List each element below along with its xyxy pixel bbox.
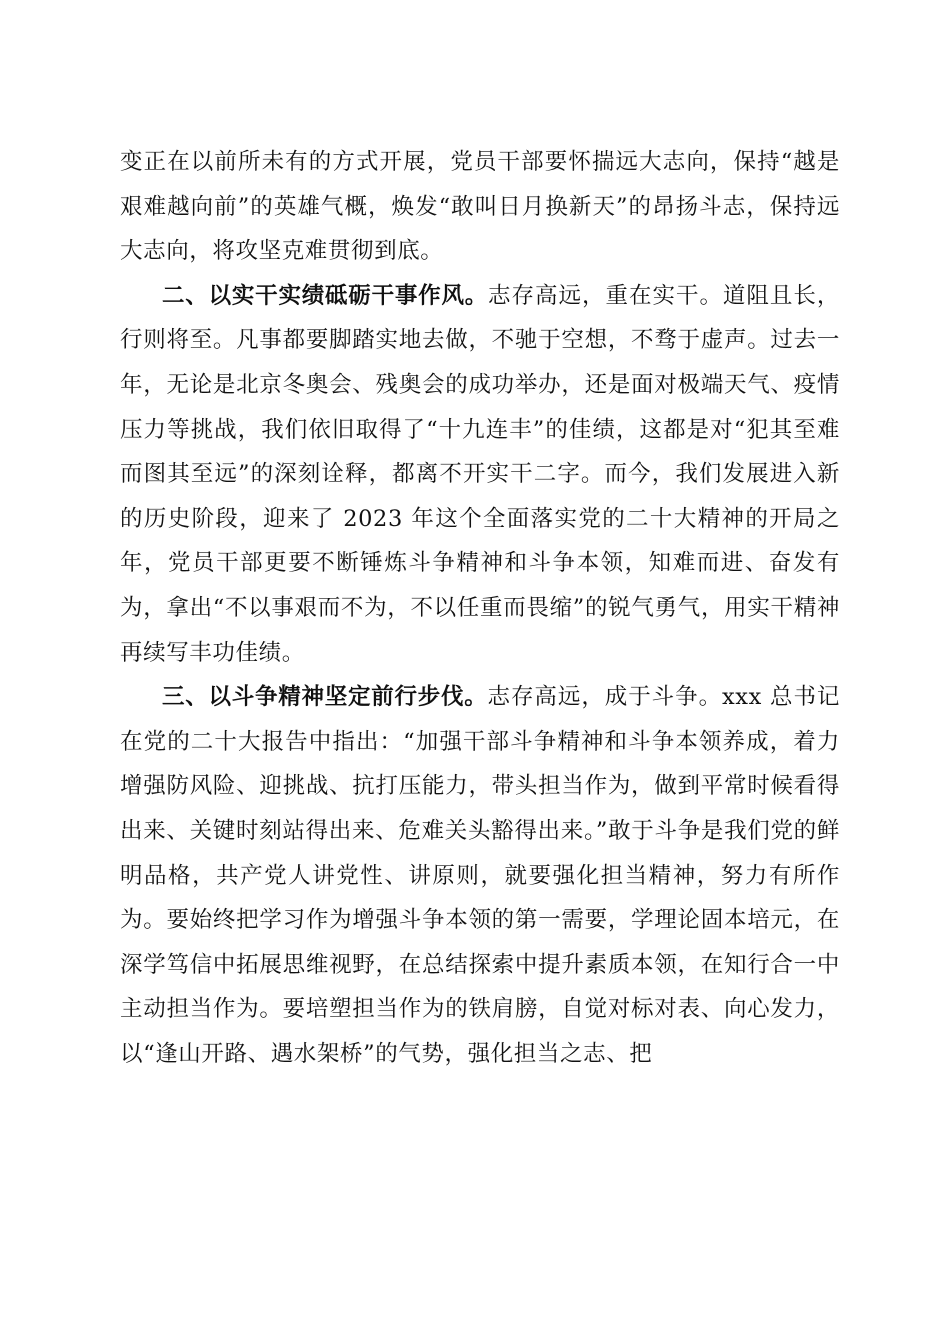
paragraph-text: 志存高远，成于斗争。xxx 总书记在党的二十大报告中指出：“加强干部斗争精神和斗争本领养成，着力增强防风险、迎挑战、抗打压能力，带头担当作为，做到平常时候看得出来、关键时刻站得出来、危难关头豁得出来。”敢于斗争是我们党的鲜明品格，共产党人讲党性、讲原则，就要强化担当精神，努力有所作为。要始终把学习作为增强斗争本领的第一需要，学理论固本培元，在深学笃信中拓展思维视野，在总结探索中提升素质本领，在知行合一中主动担当作为。要培塑担当作为的铁肩膀，自觉对标对表、向心发力，以“逢山开路、遇水架桥”的气势，强化担当之志、把 <box>120 684 840 1067</box>
document-body <box>120 140 840 1076</box>
paragraph-text: 变正在以前所未有的方式开展，党员干部要怀揣远大志向，保持“越是艰难越向前”的英雄气概，焕发“敢叫日月换新天”的昂扬斗志，保持远大志向，将攻坚克难贯彻到底。 <box>120 149 840 265</box>
section-heading: 三、以斗争精神坚定前行步伐。 <box>162 684 488 711</box>
paragraph-section-three <box>120 675 840 1076</box>
paragraph-text: 志存高远，重在实干。道阻且长，行则将至。凡事都要脚踏实地去做，不驰于空想，不骛于虚声。过去一年，无论是北京冬奥会、残奥会的成功举办，还是面对极端天气、疫情压力等挑战，我们依旧取得了“十九连丰”的佳绩，这都是对“犯其至难而图其至远”的深刻诠释，都离不开实干二字。而今，我们发展进入新的历史阶段，迎来了 2023 年这个全面落实党的二十大精神的开局之年，党员干部更要不断锤炼斗争精神和斗争本领，知难而进、奋发有为，拿出“不以事艰而不为，不以任重而畏缩”的锐气勇气，用实干精神再续写丰功佳绩。 <box>120 282 840 666</box>
paragraph-continuation <box>120 140 840 274</box>
section-heading: 二、以实干实绩砥砺干事作风。 <box>162 282 489 309</box>
paragraph-section-two <box>120 274 840 675</box>
